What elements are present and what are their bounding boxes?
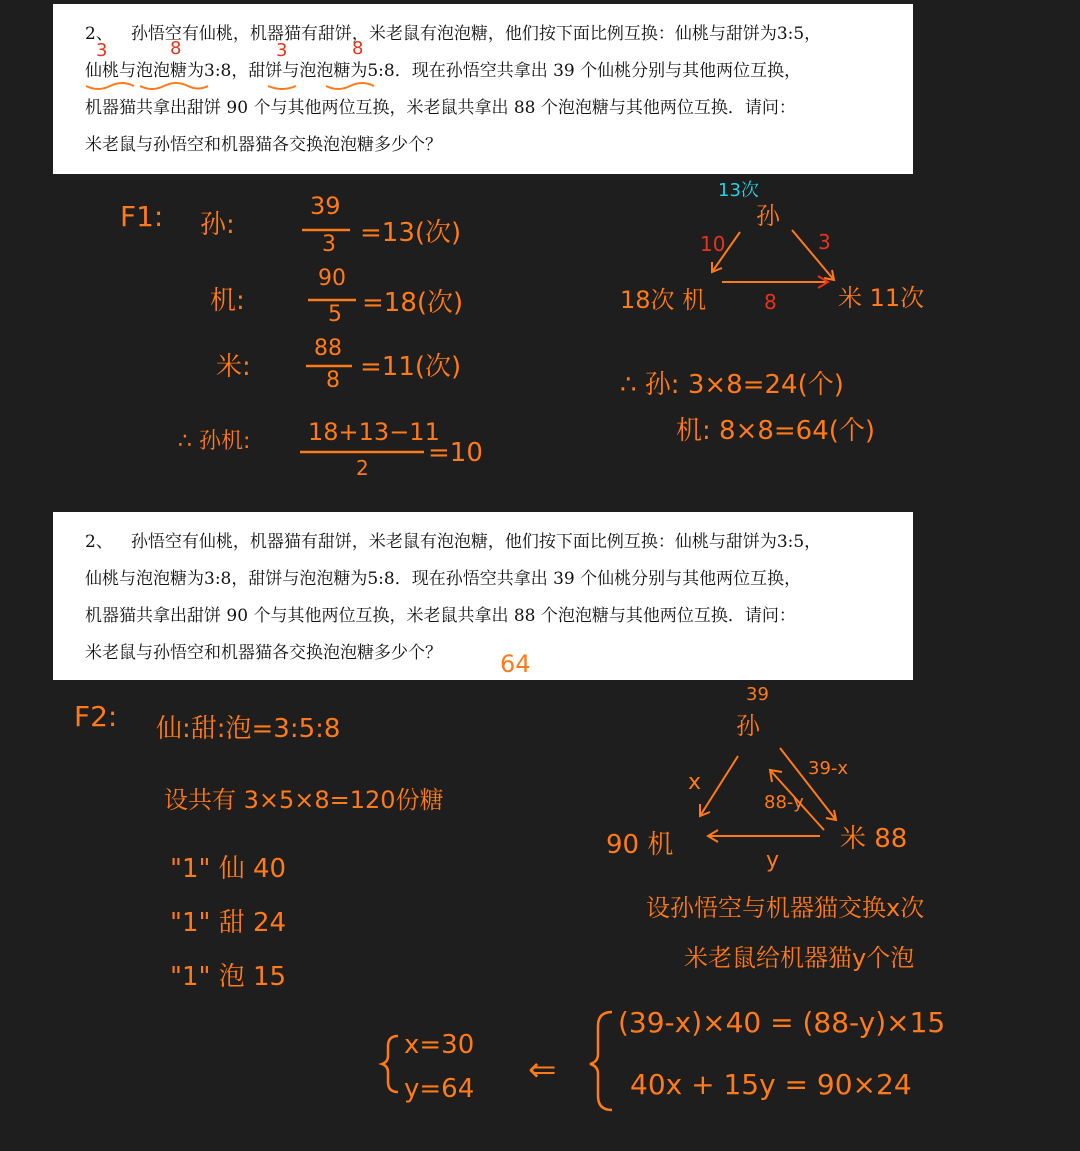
m1-row1-name: 孙: — [200, 210, 235, 240]
d2-top-label: 孙 — [736, 712, 760, 740]
d2-top-num: 39 — [746, 684, 769, 705]
problem2-line-3: 机器猫共拿出甜饼 90 个与其他两位互换，米老鼠共拿出 88 个泡泡糖与其他两位互换．请问： — [85, 606, 796, 626]
d1-edge-right: 3 — [818, 230, 831, 254]
answer-mark: 64 — [500, 650, 531, 678]
m1-conclusion-result: =10 — [428, 438, 483, 468]
m2-line-1: 仙:甜:泡=3:5:8 — [156, 714, 341, 744]
m2-line-4: "1" 甜 24 — [170, 908, 287, 938]
d2-left-label: 90 机 — [606, 830, 674, 860]
equation-2: 40x + 15y = 90×24 — [630, 1068, 912, 1101]
problem-line-2: 仙桃与泡泡糖为3:8，甜饼与泡泡糖为5:8．现在孙悟空共拿出 39 个仙桃分别与其他两位互换， — [85, 61, 802, 81]
m2-line-2: 设共有 3×5×8=120份糖 — [164, 786, 444, 814]
equation-1: (39-x)×40 = (88-y)×15 — [618, 1006, 946, 1039]
method2-label: F2: — [74, 700, 118, 733]
d2-edge-mid: 88-y — [764, 792, 804, 813]
problem2-line-4: 米老鼠与孙悟空和机器猫各交换泡泡糖多少个？ — [85, 643, 442, 663]
d1-left-label: 18次 机 — [620, 286, 707, 314]
d1-result-2: 机: 8×8=64(个) — [676, 416, 876, 446]
m1-conclusion-den: 2 — [356, 456, 369, 480]
problem-line-4: 米老鼠与孙悟空和机器猫各交换泡泡糖多少个？ — [85, 135, 442, 155]
annotation-ratio-8a: 8 — [170, 38, 182, 59]
problem-line-3: 机器猫共拿出甜饼 90 个与其他两位互换，米老鼠共拿出 88 个泡泡糖与其他两位互换．请问： — [85, 98, 796, 118]
m2-line-3: "1" 仙 40 — [170, 854, 287, 884]
m1-conclusion-num: 18+13−11 — [308, 418, 440, 446]
m1-row1-num: 39 — [310, 192, 341, 220]
solution-y: y=64 — [404, 1074, 475, 1104]
d1-edge-left: 10 — [700, 232, 726, 256]
m1-row1-den: 3 — [322, 232, 336, 257]
annotation-ratio-3a: 3 — [96, 40, 108, 61]
problem-line-1: 2、 孙悟空有仙桃，机器猫有甜饼，米老鼠有泡泡糖，他们按下面比例互换：仙桃与甜饼为3:5， — [85, 24, 822, 44]
d1-top-label: 孙 — [756, 202, 780, 230]
m1-row3-name: 米: — [216, 352, 251, 382]
problem-number: 2、 — [85, 24, 113, 44]
d1-top-count: 13次 — [718, 180, 759, 201]
m1-conclusion-prefix: ∴ 孙机: — [178, 429, 251, 454]
m1-row2-den: 5 — [328, 302, 342, 327]
d2-right-label: 米 88 — [840, 824, 908, 854]
d2-edge-bottom: y — [766, 848, 780, 873]
d2-note-1: 设孙悟空与机器猫交换x次 — [646, 894, 925, 922]
implies-arrow: ⇐ — [528, 1050, 557, 1090]
m2-line-5: "1" 泡 15 — [170, 962, 287, 992]
d2-edge-left: x — [688, 770, 702, 795]
solution-x: x=30 — [404, 1030, 475, 1060]
d1-result-1: ∴ 孙: 3×8=24(个) — [620, 370, 844, 400]
method1-label: F1: — [120, 200, 164, 233]
m1-row3-den: 8 — [326, 368, 340, 393]
d2-edge-right: 39-x — [808, 758, 849, 779]
problem2-line-2: 仙桃与泡泡糖为3:8，甜饼与泡泡糖为5:8．现在孙悟空共拿出 39 个仙桃分别与其他两位互换， — [85, 569, 802, 589]
d2-note-2: 米老鼠给机器猫y个泡 — [684, 944, 915, 972]
m1-row2-num: 90 — [318, 266, 346, 291]
d1-right-label: 米 11次 — [838, 284, 925, 312]
m1-row1-result: =13(次) — [360, 218, 462, 248]
problem2-line-1: 2、 孙悟空有仙桃，机器猫有甜饼，米老鼠有泡泡糖，他们按下面比例互换：仙桃与甜饼为3:5， — [85, 532, 822, 552]
d1-edge-bottom: 8 — [764, 290, 777, 314]
m1-row3-num: 88 — [314, 336, 342, 361]
annotation-ratio-8b: 8 — [352, 38, 364, 59]
m1-row2-name: 机: — [210, 286, 245, 316]
m1-row2-result: =18(次) — [362, 288, 464, 318]
m1-row3-result: =11(次) — [360, 352, 462, 382]
annotation-ratio-3b: 3 — [276, 40, 288, 61]
